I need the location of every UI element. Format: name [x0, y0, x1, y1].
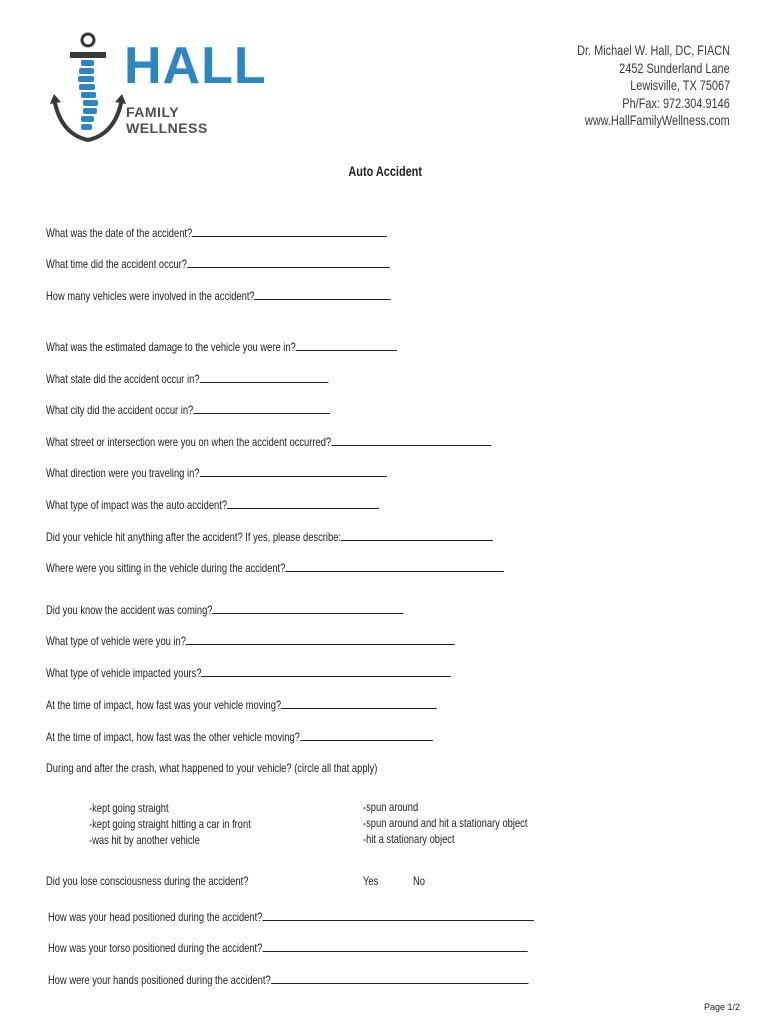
question-seat-position[interactable]: Where were you sitting in the vehicle during the accident? — [46, 561, 633, 575]
page-number: Page 1/2 — [703, 1002, 740, 1012]
question-state[interactable]: What state did the accident occur in? — [46, 372, 408, 386]
city-state-zip: Lewisville, TX 75067 — [630, 77, 730, 93]
street-address: 2452 Sunderland Lane — [619, 59, 730, 76]
option-spun-hit-stationary[interactable]: -spun around and hit a stationary object — [363, 816, 528, 830]
options-right — [363, 799, 574, 847]
logo — [48, 30, 267, 145]
option-hit-car-in-front[interactable]: -kept going straight hitting a car in front — [89, 817, 251, 831]
page-title: Auto Accident — [348, 163, 422, 179]
answer-yes[interactable]: Yes — [363, 874, 379, 888]
question-other-vehicle[interactable]: What type of vehicle impacted yours? — [46, 666, 565, 680]
question-hit-anything[interactable]: Did your vehicle hit anything after the accident? If yes, please describe: — [46, 530, 619, 544]
question-damage[interactable]: What was the estimated damage to the vehicle you were in? — [46, 340, 496, 354]
anchor-spine-icon — [48, 30, 128, 145]
question-street[interactable]: What street or intersection were you on when the accident occurred? — [46, 435, 617, 449]
options-left — [89, 800, 296, 848]
question-crash-outcome: During and after the crash, what happened to your vehicle? (circle all that apply) — [46, 761, 378, 775]
question-other-speed[interactable]: At the time of impact, how fast was the other vehicle moving? — [46, 730, 542, 744]
question-vehicle-count[interactable]: How many vehicles were involved in the accident? — [46, 289, 488, 303]
question-time[interactable]: What time did the accident occur? — [46, 257, 487, 271]
option-kept-going-straight[interactable]: -kept going straight — [89, 801, 169, 815]
phone-fax: Ph/Fax: 972.304.9146 — [622, 94, 730, 111]
question-your-vehicle[interactable]: What type of vehicle were you in? — [46, 634, 570, 648]
question-city[interactable]: What city did the accident occur in? — [46, 403, 410, 417]
logo-subtitle: FAMILY WELLNESS — [126, 104, 208, 136]
question-hands-position[interactable]: How were your hands positioned during the accident? — [48, 973, 664, 987]
doctor-name: Dr. Michael W. Hall, DC, FIACN — [577, 42, 730, 58]
question-date[interactable]: What was the date of the accident? — [46, 226, 483, 240]
question-your-speed[interactable]: At the time of impact, how fast was your vehicle moving? — [46, 698, 547, 712]
address-block — [534, 42, 730, 130]
question-impact-type[interactable]: What type of impact was the auto accident? — [46, 498, 473, 512]
option-was-hit[interactable]: -was hit by another vehicle — [89, 833, 200, 847]
website: www.HallFamilyWellness.com — [585, 112, 730, 128]
question-knew-coming[interactable]: Did you know the accident was coming? — [46, 603, 504, 617]
answer-no[interactable]: No — [413, 874, 425, 888]
question-consciousness: Did you lose consciousness during the accident? — [46, 874, 249, 888]
question-head-position[interactable]: How was your head positioned during the accident? — [48, 910, 671, 924]
option-hit-stationary[interactable]: -hit a stationary object — [363, 832, 455, 846]
question-torso-position[interactable]: How was your torso positioned during the accident? — [48, 941, 663, 955]
option-spun-around[interactable]: -spun around — [363, 800, 419, 814]
logo-wordmark: HALL — [124, 37, 267, 95]
question-direction[interactable]: What direction were you traveling in? — [46, 466, 483, 480]
